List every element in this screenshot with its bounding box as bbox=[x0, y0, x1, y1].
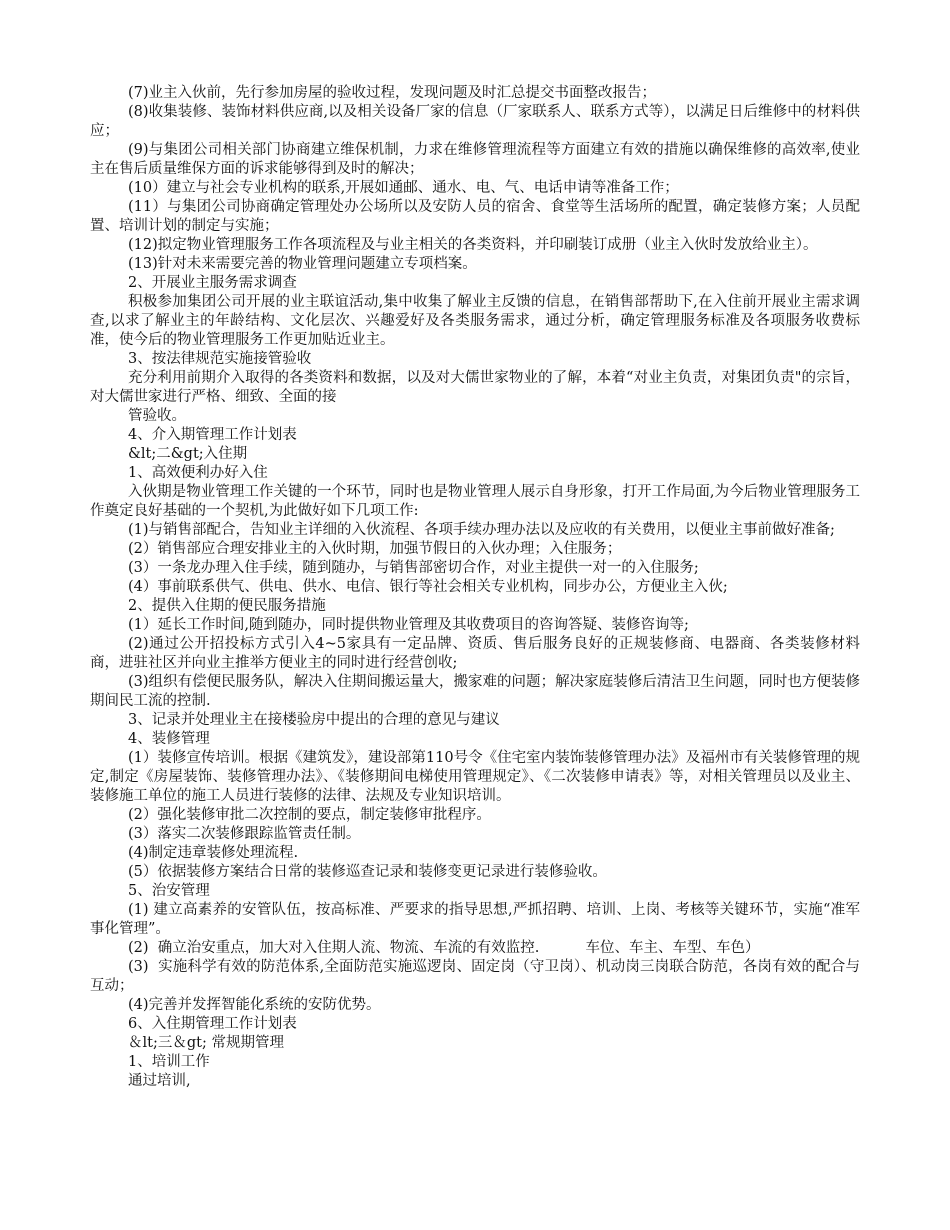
section-heading-renovation: 4、装修管理 bbox=[128, 731, 210, 747]
paragraph-renovation-2: (2）强化装修审批二次控制的要点，制定装修审批程序。 bbox=[128, 807, 491, 823]
paragraph-renovation-4: (4)制定违章装修处理流程. bbox=[128, 845, 299, 861]
chapter-heading-regular: ＆lt;三＆gt; 常规期管理 bbox=[128, 1035, 284, 1051]
paragraph-security-1: (1) 建立高素养的安管队伍，按高标准、严要求的指导思想,严抓招聘、培训、上岗、考核等关键环节，实施“准军事化管理”。 bbox=[90, 902, 860, 937]
paragraph-9-maintenance: (9)与集团公司相关部门协商建立维保机制，力求在维修管理流程等方面建立有效的措施以确保维修的高效率,使业主在售后质量维保方面的诉求能够得到及时的解决； bbox=[90, 142, 860, 177]
paragraph-7-acceptance: (7)业主入伙前，先行参加房屋的验收过程，发现问题及时汇总提交书面整改报告； bbox=[128, 85, 657, 101]
paragraph-10-agencies: (10）建立与社会专业机构的联系,开展如通邮、通水、电、气、电话申请等准备工作； bbox=[128, 180, 679, 196]
paragraph-inspection: 充分利用前期介入取得的各类资料和数据，以及对大儒世家物业的了解，本着“对业主负责，对集团负责"的宗旨，对大儒世家进行严格、细致、全面的接 bbox=[90, 370, 860, 405]
paragraph-security-3: (3) 实施科学有效的防范体系,全面防范实施巡逻岗、固定岗（守卫岗）、机动岗三岗联合防范，各岗有效的配合与互动； bbox=[90, 959, 860, 994]
document-body bbox=[90, 84, 860, 1091]
section-heading-move-in: 1、高效便利办好入住 bbox=[128, 465, 268, 481]
paragraph-move-in-3: (3）一条龙办理入住手续，随到随办，与销售部密切合作，对业主提供一对一的入住服务; bbox=[128, 560, 699, 576]
section-heading-move-in-plan: 6、入住期管理工作计划表 bbox=[128, 1016, 297, 1032]
section-heading-training: 1、培训工作 bbox=[128, 1054, 210, 1070]
chapter-heading-move-in: &lt;二&gt;入住期 bbox=[128, 446, 248, 462]
paragraph-8-suppliers: (8)收集装修、装饰材料供应商,以及相关设备厂家的信息（厂家联系人、联系方式等），以满足日后维修中的材料供应； bbox=[90, 104, 860, 139]
section-heading-feedback: 3、记录并处理业主在接楼验房中提出的合理的意见与建议 bbox=[128, 712, 500, 728]
paragraph-services-3: (3)组织有偿便民服务队，解决入住期间搬运量大，搬家难的问题；解决家庭装修后清洁卫生问题，同时也方便装修期间民工流的控制. bbox=[90, 674, 860, 709]
paragraph-12-procedures: (12)拟定物业管理服务工作各项流程及与业主相关的各类资料，并印刷装订成册（业主入伙时发放给业主）。 bbox=[128, 237, 818, 253]
paragraph-13-archives: (13)针对未来需要完善的物业管理问题建立专项档案。 bbox=[128, 256, 477, 272]
paragraph-renovation-1: (1）装修宣传培训。根据《建筑发》，建设部第110号令《住宅室内装饰装修管理办法》及福州市有关装修管理的规定,制定《房屋装饰、装修管理办法》、《装修期间电梯使用管理规定》、《二次装修申请表》等，对相关管理员以及业主、装修施工单位的施工人员进行装修的法律、法规及专业知识培训。 bbox=[90, 750, 860, 804]
paragraph-move-in-4: (4）事前联系供气、供电、供水、电信、银行等社会相关专业机构，同步办公，方便业主入伙; bbox=[128, 579, 728, 595]
section-heading-survey: 2、开展业主服务需求调查 bbox=[128, 275, 297, 291]
paragraph-move-in-2: (2）销售部应合理安排业主的入伙时期，加强节假日的入伙办理；入住服务； bbox=[128, 541, 622, 557]
paragraph-inspection-end: 管验收。 bbox=[128, 408, 186, 424]
paragraph-renovation-5: (5）依据装修方案结合日常的装修巡查记录和装修变更记录进行装修验收。 bbox=[128, 864, 607, 880]
paragraph-training: 通过培训, bbox=[128, 1073, 191, 1089]
paragraph-survey: 积极参加集团公司开展的业主联谊活动,集中收集了解业主反馈的信息，在销售部帮助下,在入住前开展业主需求调查,以求了解业主的年龄结构、文化层次、兴趣爱好及各类服务需求，通过分析，确定管理服务标准及各项服务收费标准，使今后的物业管理服务工作更加贴近业主。 bbox=[90, 294, 860, 348]
paragraph-security-2: (2) 确立治安重点，加大对入住期人流、物流、车流的有效监控. 车位、车主、车型、车色） bbox=[128, 940, 760, 956]
paragraph-security-4: (4)完善并发挥智能化系统的安防优势。 bbox=[128, 997, 381, 1013]
paragraph-services-2: (2)通过公开招投标方式引入4~5家具有一定品牌、资质、售后服务良好的正规装修商、电器商、各类装修材料商，进驻社区并向业主推举方便业主的同时进行经营创收; bbox=[90, 636, 860, 671]
paragraph-move-in-intro: 入伙期是物业管理工作关键的一个环节，同时也是物业管理人展示自身形象，打开工作局面,为今后物业管理服务工作奠定良好基础的一个契机,为此做好如下几项工作: bbox=[90, 484, 860, 519]
section-heading-security: 5、治安管理 bbox=[128, 883, 210, 899]
section-heading-inspection: 3、按法律规范实施接管验收 bbox=[128, 351, 312, 367]
paragraph-renovation-3: (3）落实二次装修跟踪监管责任制。 bbox=[128, 826, 361, 842]
section-heading-intervention-plan: 4、介入期管理工作计划表 bbox=[128, 427, 297, 443]
paragraph-move-in-1: (1)与销售部配合，告知业主详细的入伙流程、各项手续办理办法以及应收的有关费用，以便业主事前做好准备; bbox=[128, 522, 835, 538]
paragraph-services-1: (1）延长工作时间,随到随办，同时提供物业管理及其收费项目的咨询答疑、装修咨询等; bbox=[128, 617, 689, 633]
section-heading-services: 2、提供入住期的便民服务措施 bbox=[128, 598, 326, 614]
paragraph-11-facilities: (11）与集团公司协商确定管理处办公场所以及安防人员的宿舍、食堂等生活场所的配置，确定装修方案；人员配置、培训计划的制定与实施； bbox=[90, 199, 860, 234]
